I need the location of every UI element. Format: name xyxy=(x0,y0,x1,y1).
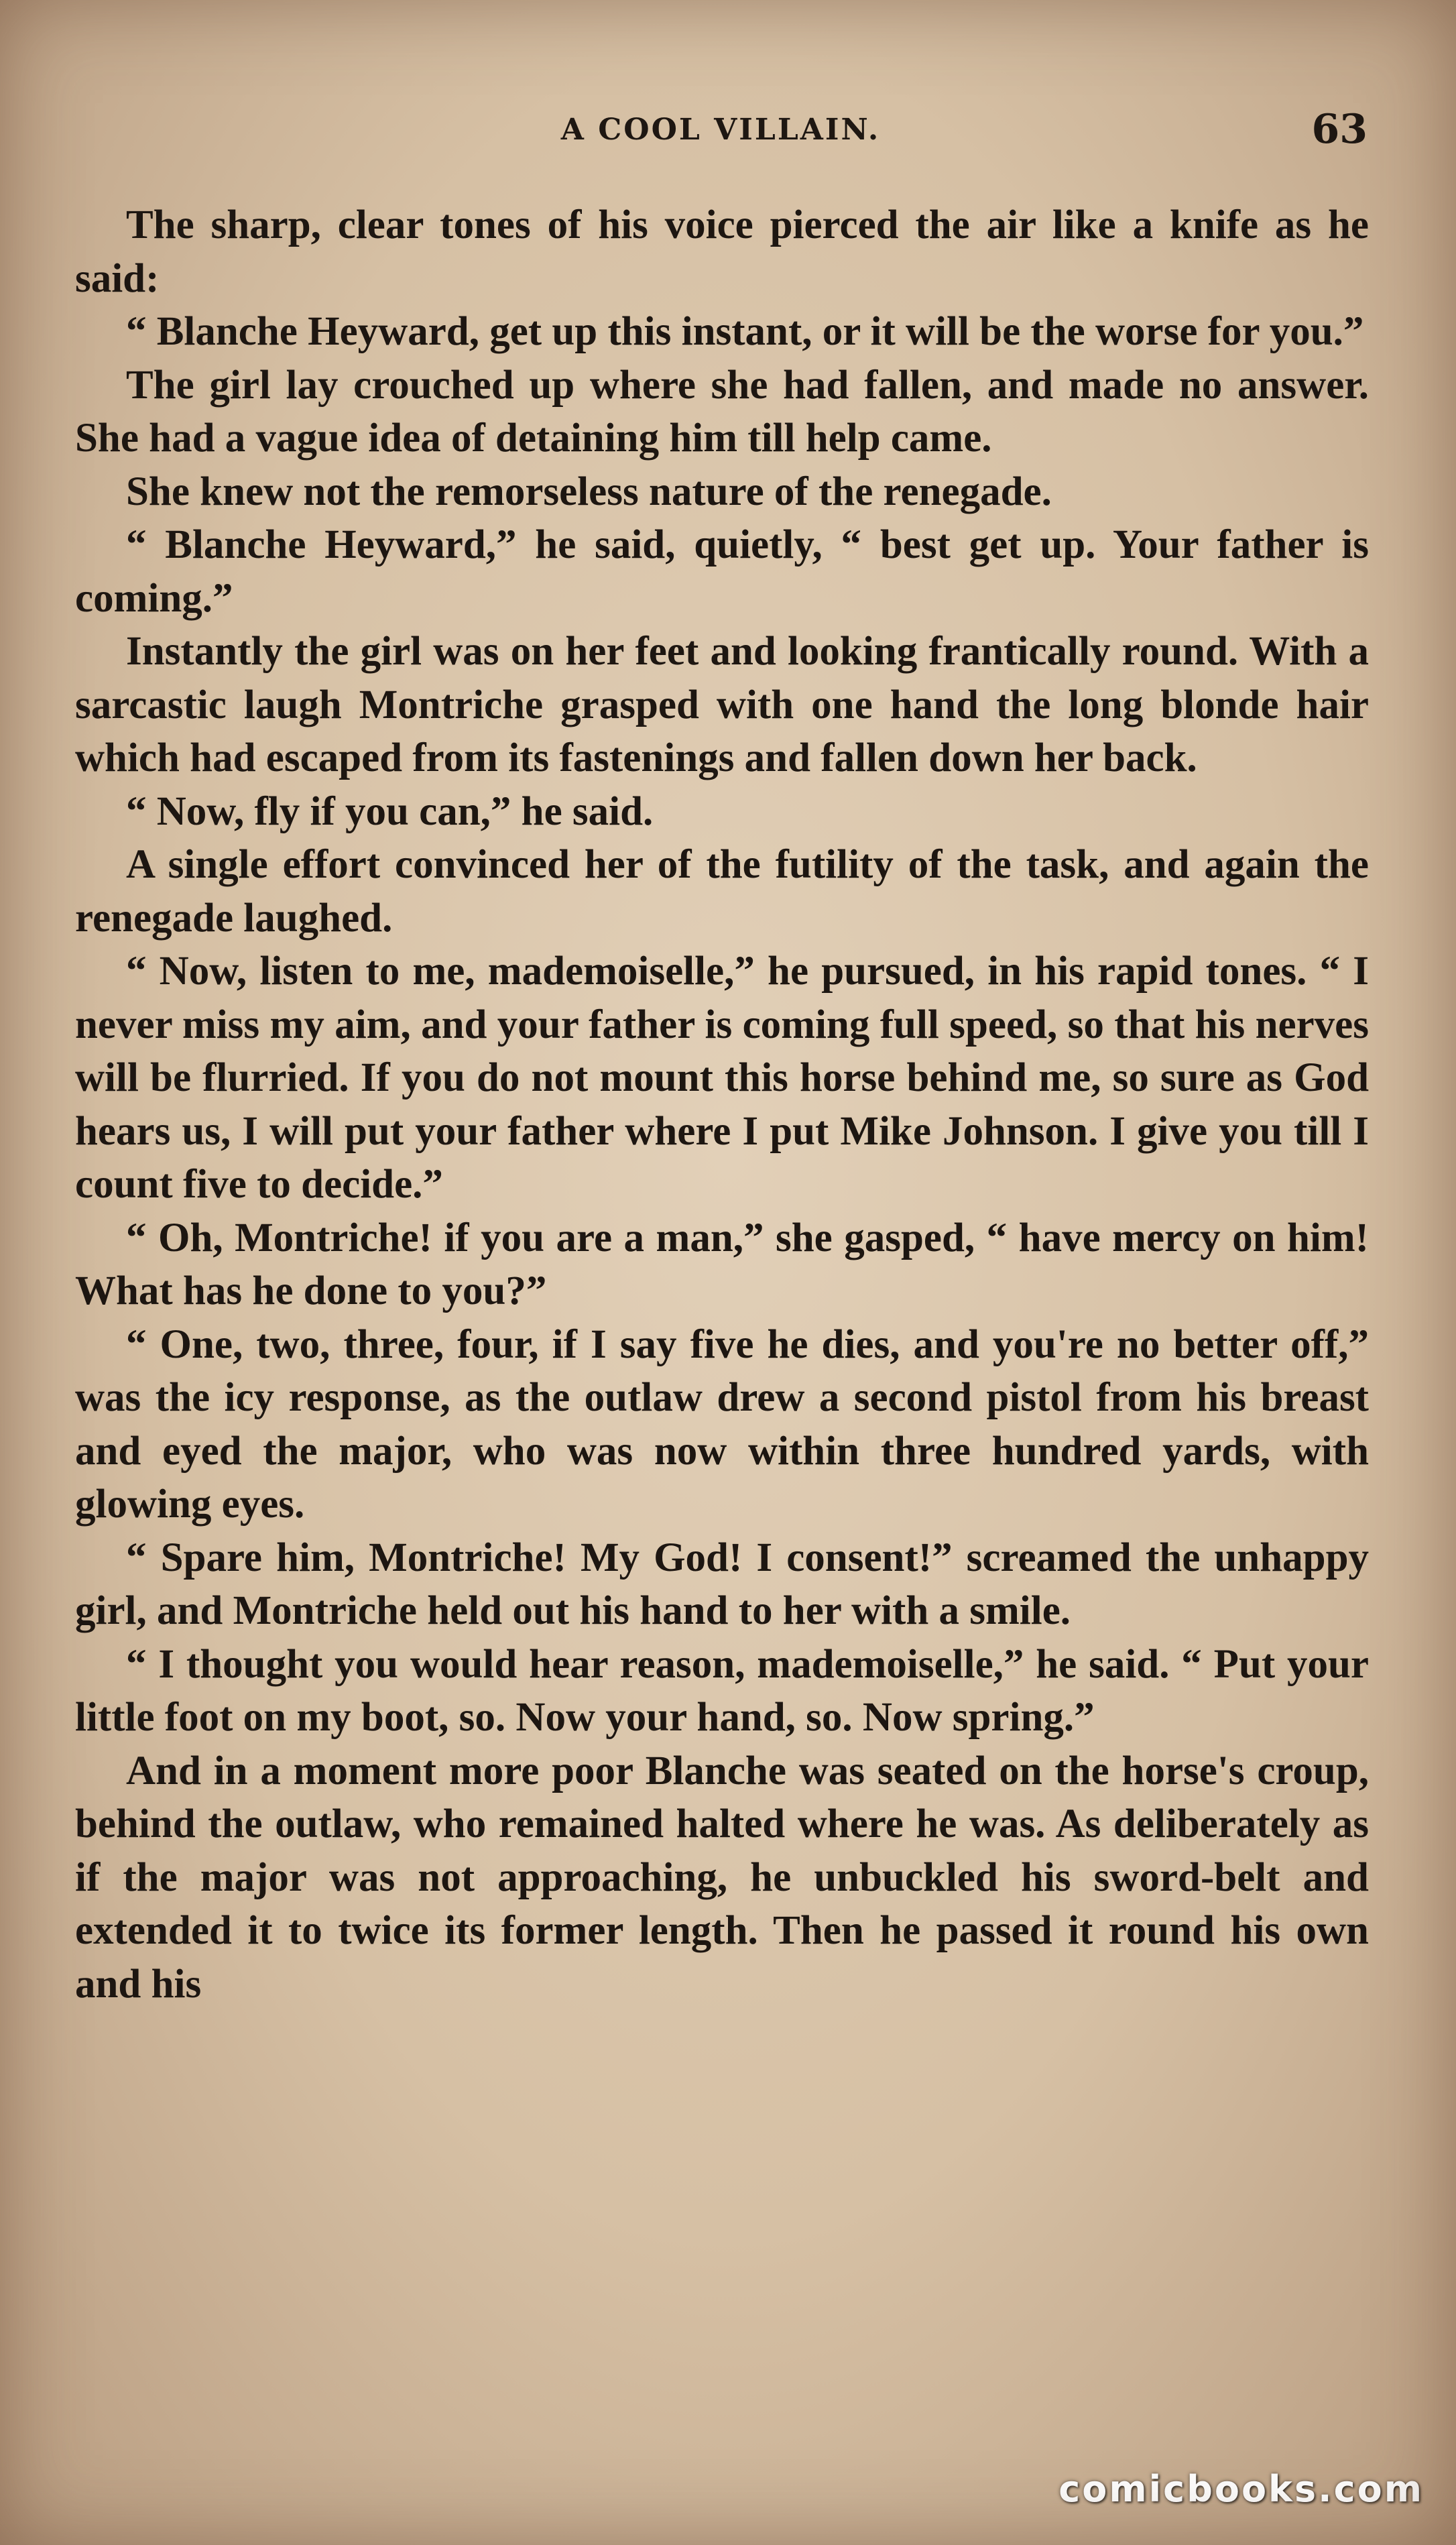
paragraph: She knew not the remorseless nature of the renegade. xyxy=(126,469,1052,514)
paragraph: “ Now, fly if you can,” he said. xyxy=(126,788,654,834)
page-header xyxy=(67,101,1374,161)
page-number: 63 xyxy=(1311,106,1368,153)
paragraph: “ Now, listen to me, mademoiselle,” he pursued, in his rapid tones. “ I never miss my aim, and your father is coming full speed, so that his nerves will be flurried. If you do not mount this horse behind me, so sure as God hears us, I will put your father where I put Mike Johnson. I give you till I count five to decide.” xyxy=(75,949,1369,1207)
body-text xyxy=(75,198,1369,2011)
paragraph: The girl lay crouched up where she had fallen, and made no answer. She had a vague idea of detaining him till help came. xyxy=(75,362,1369,461)
paragraph: “ Blanche Heyward,” he said, quietly, “ best get up. Your father is coming.” xyxy=(75,522,1369,621)
paragraph: “ I thought you would hear reason, mademoiselle,” he said. “ Put your little foot on my boot, so. Now your hand, so. Now spring.” xyxy=(75,1641,1369,1740)
paragraph: And in a moment more poor Blanche was seated on the horse's croup, behind the outlaw, who remained halted where he was. As deliberately as if the major was not approaching, he unbuckled his sword-belt and extended it to twice its former length. Then he passed it round his own and his xyxy=(75,1748,1369,2007)
watermark: comicbooks.com xyxy=(1058,2468,1424,2510)
paragraph: Instantly the girl was on her feet and looking frantically round. With a sarcastic laugh Montriche grasped with one hand the long blonde hair which had escaped from its fastenings and fallen down her back. xyxy=(75,629,1369,780)
paragraph: “ One, two, three, four, if I say five he dies, and you're no better off,” was the icy response, as the outlaw drew a second pistol from his breast and eyed the major, who was now within three hundred yards, with glowing eyes. xyxy=(75,1321,1369,1527)
paragraph: “ Blanche Heyward, get up this instant, or it will be the worse for you.” xyxy=(126,309,1364,354)
paragraph: The sharp, clear tones of his voice pierced the air like a knife as he said: xyxy=(75,202,1369,301)
paragraph: “ Spare him, Montriche! My God! I consent!” screamed the unhappy girl, and Montriche held out his hand to her with a smile. xyxy=(75,1535,1369,1633)
running-title: A COOL VILLAIN. xyxy=(560,113,881,147)
paragraph: “ Oh, Montriche! if you are a man,” she gasped, “ have mercy on him! What has he done to you?” xyxy=(75,1215,1369,1313)
paragraph: A single effort convinced her of the futility of the task, and again the renegade laughed. xyxy=(75,842,1369,941)
